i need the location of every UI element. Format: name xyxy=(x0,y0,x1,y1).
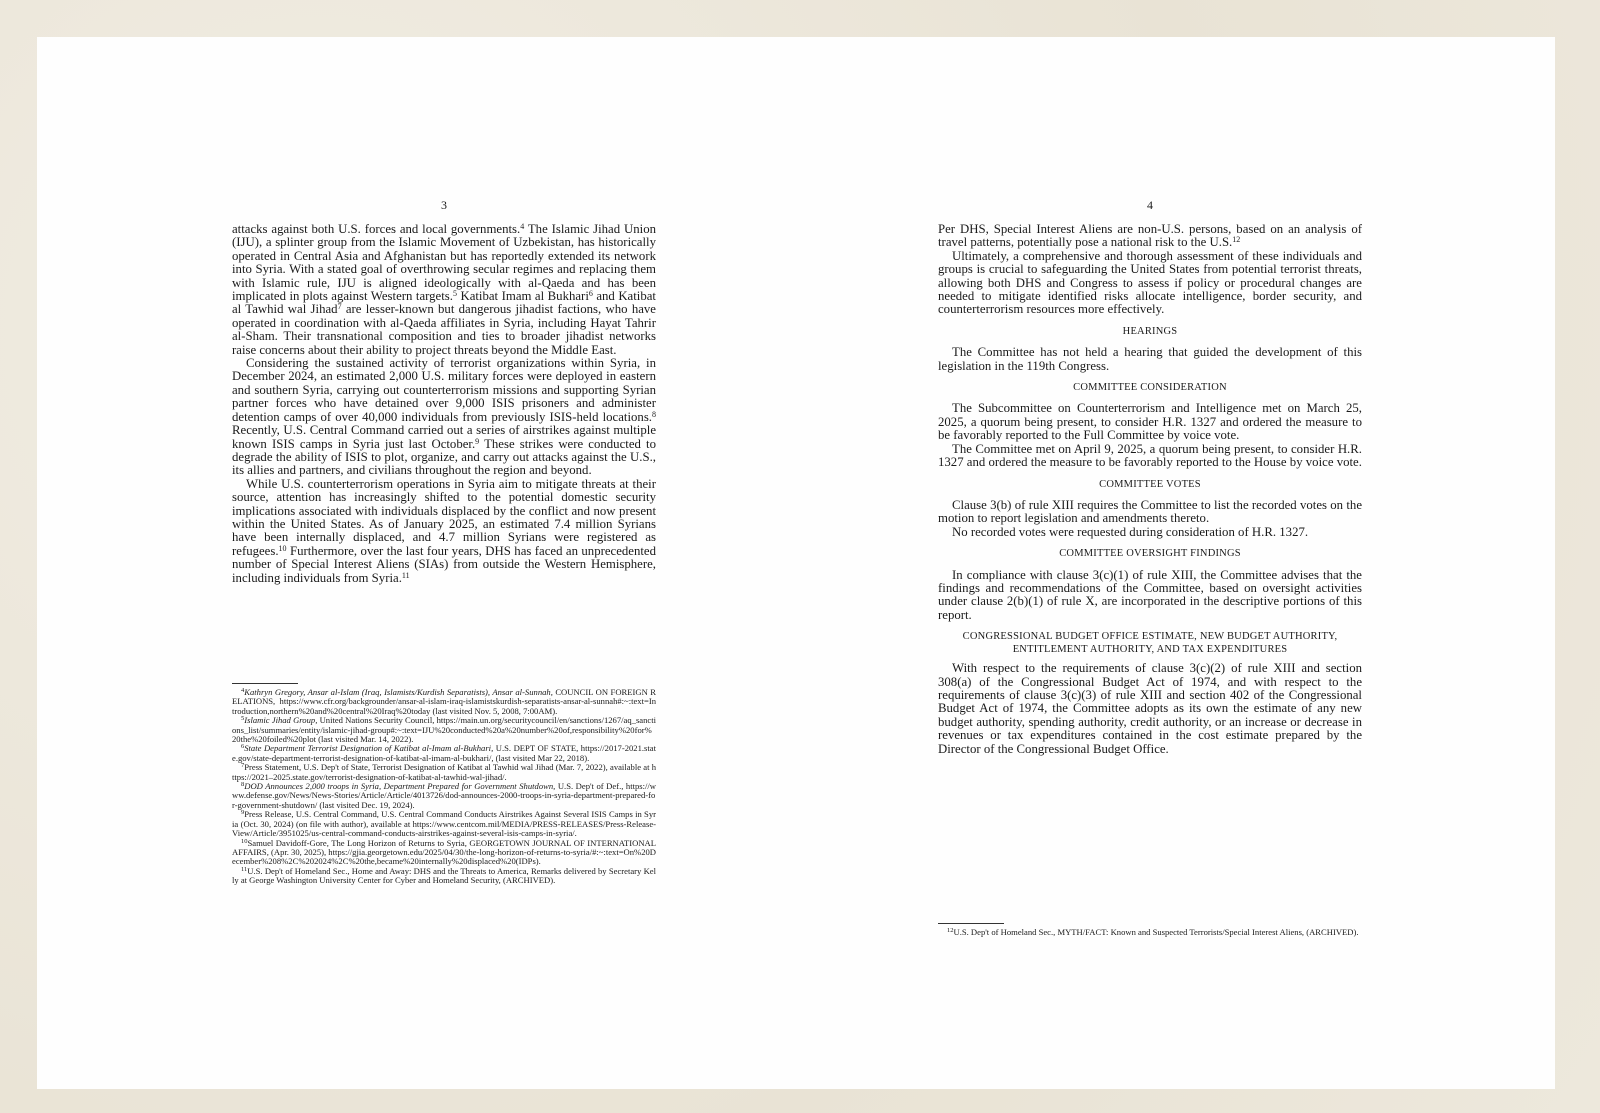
body-paragraph: The Committee has not held a hearing that guided the development of this legislation in the 119th Congress. xyxy=(938,345,1362,373)
footnote-rule xyxy=(232,683,298,684)
footnote-ref[interactable]: 5 xyxy=(452,289,457,299)
footnote: $^{11}$U.S. Dep't of Homeland Sec., Home and Away: DHS and the Threats to America, Remarks delivered by Secretary Kelly at George Washington University Center for Cyber and Homeland Security, (ARCHIVED). xyxy=(232,865,656,886)
footnotes xyxy=(232,669,656,886)
section-heading-committee-consideration: COMMITTEE CONSIDERATION xyxy=(1073,382,1227,394)
footnotes xyxy=(938,909,1362,937)
footnote: $^5$Islamic Jihad Group, United Nations Security Council, https://main.un.org/securitycouncil/en/sanctions/1267/aq_sanctions_list/summaries/entity/islamic-jihad-group#:~:text=IJU%20conducted%20a%20number%20of,responsibility%20for%20the%20foiled%20plot (last visited Mar. 14, 2022). xyxy=(232,715,656,745)
body-paragraph: With respect to the requirements of clause 3(c)(2) of rule XIII and section 308(a) of the Congressional Budget Act of 1974, and with respect to the requirements of clause 3(c)(3) of rule XIII and section 402 of the Congressional Budget Act of 1974, the Committee adopts as its own the estimate of any new budget authority, spending authority, credit authority, or an increase or decrease in revenues or tax expenditures contained in the cost estimate prepared by the Director of the Congressional Budget Office. xyxy=(938,661,1362,756)
document-spread xyxy=(37,37,1555,1089)
footnote-ref[interactable]: 11 xyxy=(401,570,410,580)
footnote-ref[interactable]: 8 xyxy=(652,409,656,419)
section-heading-committee-votes: COMMITTEE VOTES xyxy=(1099,478,1201,490)
page-number: 3 xyxy=(441,198,447,212)
footnote-ref[interactable]: 4 xyxy=(520,222,525,231)
footnote: $^{12}$U.S. Dep't of Homeland Sec., MYTH/FACT: Known and Suspected Terrorists/Special Interest Aliens, (ARCHIVED). xyxy=(947,927,1359,937)
body-paragraph: The Subcommittee on Counterterrorism and Intelligence met on March 25, 2025, a quorum being present, to consider H.R. 1327 and ordered the measure to be favorably reported to the Full Committee by voice vote. xyxy=(938,401,1362,443)
footnote-ref[interactable]: 7 xyxy=(337,302,342,312)
body-paragraph: No recorded votes were requested during consideration of H.R. 1327. xyxy=(952,524,1309,539)
body-paragraph: The Committee met on April 9, 2025, a quorum being present, to consider H.R. 1327 and ordered the measure to be favorably reported to the House by voice vote. xyxy=(938,441,1362,470)
section-heading-hearings: HEARINGS xyxy=(1122,325,1178,337)
page-body xyxy=(938,223,1362,756)
footnote: $^{10}$Samuel Davidoff-Gore, The Long Horizon of Returns to Syria, GEORGETOWN JOURNAL OF INTERNATIONAL AFFAIRS, (Apr. 30, 2025), https://gjia.georgetown.edu/2025/04/30/the-long-horizon-of-returns-to-syria/#:~:text=On%20December%208%2C%202024%2C%20the,became%20internally%20displaced%20(IDPs). xyxy=(232,837,657,867)
footnote-ref[interactable]: 10 xyxy=(278,543,287,553)
body-paragraph: In compliance with clause 3(c)(1) of rule XIII, the Committee advises that the findings and recommendations of the Committee, based on oversight activities under clause 2(b)(1) of rule X, are incorporated in the descriptive portions of this report. xyxy=(938,567,1362,622)
footnote-rule xyxy=(938,923,1004,924)
body-paragraph: Clause 3(b) of rule XIII requires the Committee to list the recorded votes on the motion to report legislation and amendments thereto. xyxy=(938,497,1362,526)
footnote-ref[interactable]: 9 xyxy=(475,436,480,446)
body-paragraph: While U.S. counterterrorism operations in Syria aim to mitigate threats at their source, attention has increasingly shifted to the potential domestic security implications associated with individuals displaced by the conflict and now present within the United States. As of January 2025, an estimated 7.4 million Syrians have been internally displaced, and 4.7 million Syrians were registered as refugees.$^{10}$ Furthermore, over the last four years, DHS has faced an unprecedented number of Special Interest Aliens (SIAs) from outside the Western Hemisphere, including individuals from Syria.$^{11}$ xyxy=(232,476,656,585)
footnote: $^4$Kathryn Gregory, Ansar al-Islam (Iraq, Islamists/Kurdish Separatists), Ansar al-Sunnah, COUNCIL ON FOREIGN RELATIONS, https://www.cfr.org/backgrounder/ansar-al-islam-iraq-islamistskurdish-separatists-ansar-al-sunnah#:~:text=Introduction,northern%20and%20central%20Iraq%20today (last visited Nov. 5, 2008, 7:00AM). xyxy=(232,687,656,716)
footnote: $^7$Press Statement, U.S. Dep't of State, Terrorist Designation of Katibat al Tawhid wal Jihad (Mar. 7, 2022), available at https://2021–2025.state.gov/terrorist-designation-of-katibat-al-tawhid-wal-jihad/. xyxy=(232,762,656,782)
body-paragraph: Ultimately, a comprehensive and thorough assessment of these individuals and groups is crucial to safeguarding the United States from potential terrorist threats, allowing both DHS and Congress to assess if policy or procedural changes are needed to mitigate identified risks allocate intelligence, border security, and counterterrorism resources more effectively. xyxy=(938,248,1362,317)
page-body xyxy=(232,223,656,585)
footnote-ref[interactable]: 6 xyxy=(588,289,593,299)
page-number: 4 xyxy=(1147,198,1153,212)
body-paragraph: Per DHS, Special Interest Aliens are non-U.S. persons, based on an analysis of travel patterns, potentially pose a national risk to the U.S.$^{12}$ xyxy=(938,222,1362,250)
footnote-ref[interactable]: 12 xyxy=(1232,235,1241,245)
footnote: $^6$State Department Terrorist Designation of Katibat al-Imam al-Bukhari, U.S. DEPT OF STATE, https://2017-2021.state.gov/state-department-terrorist-designation-of-katibat-al-imam-al-bukhari/, (last visited Mar 22, 2018). xyxy=(232,743,656,763)
section-heading-cbo-estimate: CONGRESSIONAL BUDGET OFFICE ESTIMATE, NEW BUDGET AUTHORITY, ENTITLEMENT AUTHORITY, AND TAX EXPENDITURES xyxy=(962,631,1338,656)
body-paragraph: Considering the sustained activity of terrorist organizations within Syria, in December 2024, an estimated 2,000 U.S. military forces were deployed in eastern and southern Syria, carrying out counterterrorism missions and supporting Syrian partner forces who have detained over 9,000 ISIS prisoners and administer detention camps of over 40,000 individuals from previously ISIS-held locations.$^8$ Recently, U.S. Central Command carried out a series of airstrikes against multiple known ISIS camps in Syria just last October.$^9$ These strikes were conducted to degrade the ability of ISIS to plot, organize, and carry out attacks against the U.S., its allies and partners, and civilians throughout the region and beyond. xyxy=(232,356,656,478)
footnote: $^8$DOD Announces 2,000 troops in Syria, Department Prepared for Government Shutdown, U.S. Dep't of Def., https://www.defense.gov/News/News-Stories/Article/Article/4013726/dod-announces-2000-troops-in-syria-department-prepared-for-government-shutdown/ (last visited Dec. 19, 2024). xyxy=(232,781,656,810)
body-paragraph: attacks against both U.S. forces and local governments.$^4$ The Islamic Jihad Union (IJU), a splinter group from the Islamic Movement of Uzbekistan, has historically operated in Central Asia and Afghanistan but has reportedly extended its network into Syria. With a stated goal of overthrowing secular regimes and replacing them with Islamic rule, IJU is aligned ideologically with al-Qaeda and has been implicated in plots against Western targets.$^5$ Katibat Imam al Bukhari$^6$ and Katibat al Tawhid wal Jihad$^7$ are lesser-known but dangerous jihadist factions, who have operated in coordination with al-Qaeda affiliates in Syria, including Hayat Tahrir al-Sham. Their transnational composition and ties to broader jihadist networks raise concerns about their ability to project threats beyond the Middle East. xyxy=(232,222,656,357)
section-heading-oversight-findings: COMMITTEE OVERSIGHT FINDINGS xyxy=(1059,548,1241,560)
footnote: $^9$Press Release, U.S. Central Command, U.S. Central Command Conducts Airstrikes Against Several ISIS Camps in Syria (Oct. 30, 2024) (on file with author), available at https://www.centcom.mil/MEDIA/PRESS-RELEASES/Press-Release-View/Article/3951025/us-central-command-conducts-airstrikes-against-several-isis-camps-in-syria/. xyxy=(232,809,656,839)
